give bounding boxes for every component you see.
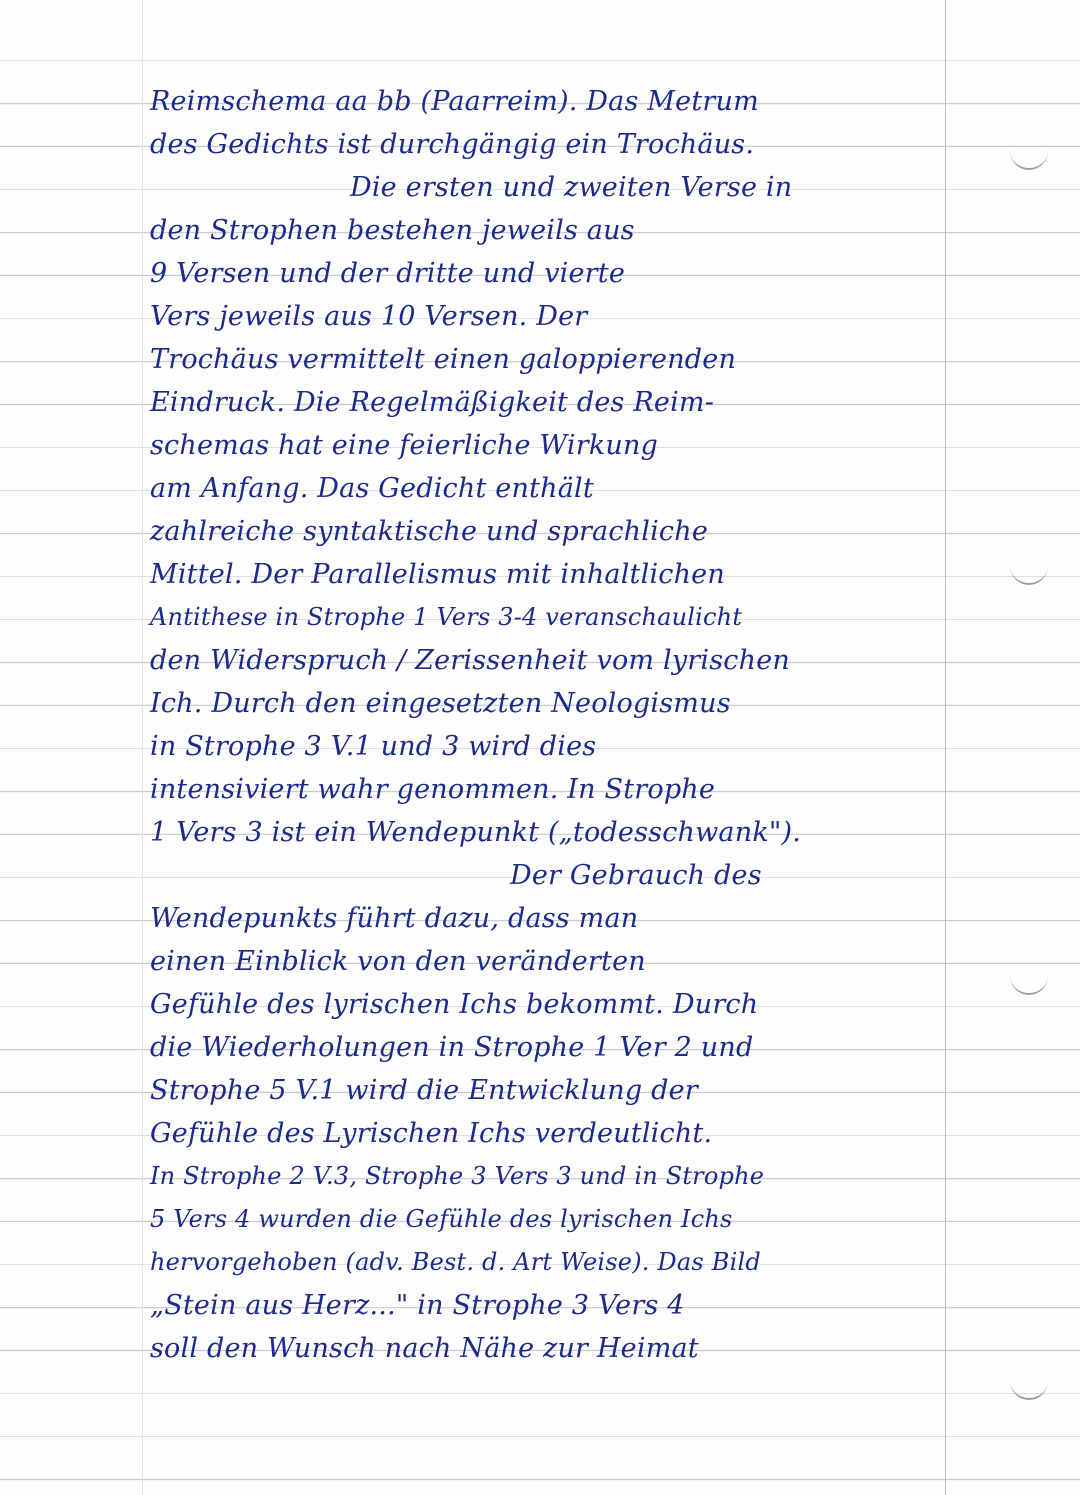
text-line: Wendepunkts führt dazu, dass man — [150, 903, 639, 934]
text-line: den Strophen bestehen jeweils aus — [150, 215, 635, 246]
text-line: Mittel. Der Parallelismus mit inhaltlichen — [150, 559, 725, 590]
text-line: Vers jeweils aus 10 Versen. Der — [150, 301, 588, 332]
text-line: 5 Vers 4 wurden die Gefühle des lyrischen Ichs — [150, 1205, 733, 1233]
text-line: zahlreiche syntaktische und sprachliche — [150, 516, 709, 547]
text-line: In Strophe 2 V.3, Strophe 3 Vers 3 und in Strophe — [150, 1162, 765, 1190]
text-line: Reimschema aa bb (Paarreim). Das Metrum — [150, 86, 759, 117]
text-line: Der Gebrauch des — [510, 860, 762, 891]
punch-hole-mark — [1010, 1380, 1048, 1400]
text-line: Antithese in Strophe 1 Vers 3-4 veranschaulicht — [150, 603, 743, 631]
text-line: die Wiederholungen in Strophe 1 Ver 2 und — [150, 1032, 754, 1063]
text-line: des Gedichts ist durchgängig ein Trochäus. — [150, 129, 755, 160]
text-line: soll den Wunsch nach Nähe zur Heimat — [150, 1333, 699, 1364]
text-line: Eindruck. Die Regelmäßigkeit des Reim- — [150, 387, 715, 418]
text-line: Ich. Durch den eingesetzten Neologismus — [150, 688, 731, 719]
text-line: am Anfang. Das Gedicht enthält — [150, 473, 594, 504]
punch-hole-mark — [1010, 975, 1048, 995]
text-line: in Strophe 3 V.1 und 3 wird dies — [150, 731, 597, 762]
text-line: 9 Versen und der dritte und vierte — [150, 258, 626, 289]
text-line: Strophe 5 V.1 wird die Entwicklung der — [150, 1075, 698, 1106]
text-line: Trochäus vermittelt einen galoppierenden — [150, 344, 737, 375]
right-margin-line — [945, 0, 946, 1495]
text-line: Gefühle des Lyrischen Ichs verdeutlicht. — [150, 1118, 713, 1149]
text-line: schemas hat eine feierliche Wirkung — [150, 430, 659, 461]
handwritten-text — [150, 80, 940, 1370]
text-line: einen Einblick von den veränderten — [150, 946, 646, 977]
text-line: hervorgehoben (adv. Best. d. Art Weise). Das Bild — [150, 1248, 761, 1276]
text-line: 1 Vers 3 ist ein Wendepunkt („todesschwank"). — [150, 817, 802, 848]
punch-hole-mark — [1010, 150, 1048, 170]
text-line: Gefühle des lyrischen Ichs bekommt. Durch — [150, 989, 759, 1020]
left-margin-line — [142, 0, 143, 1495]
text-line: den Widerspruch / Zerissenheit vom lyrischen — [150, 645, 790, 676]
text-line: Die ersten und zweiten Verse in — [350, 172, 793, 203]
text-line: intensiviert wahr genommen. In Strophe — [150, 774, 716, 805]
text-line: „Stein aus Herz..." in Strophe 3 Vers 4 — [150, 1290, 685, 1321]
punch-hole-mark — [1010, 565, 1048, 585]
